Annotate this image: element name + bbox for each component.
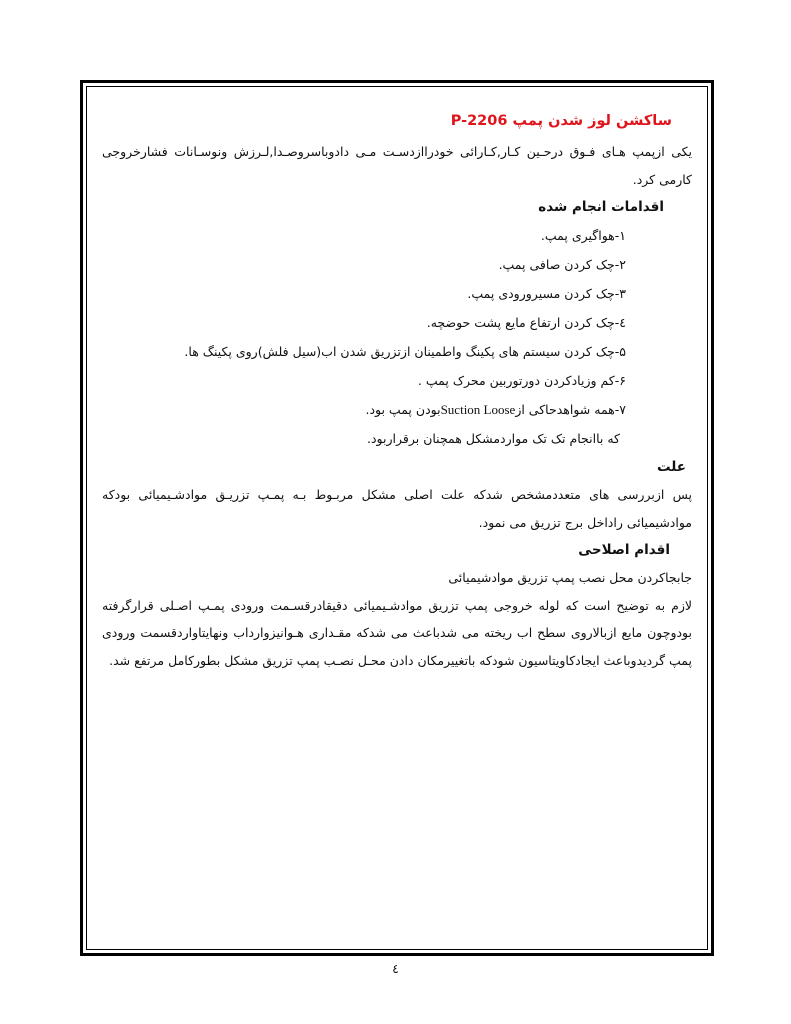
cause-paragraph: پس ازبررسی های متعددمشخص شدکه علت اصلی مشکل مربـوط بـه پمـپ تزریـق موادشـیمیائی بودکه موادشیمیائی راداخل برج تزریق می نمود. [102, 487, 692, 530]
action-item-3: ۳-چک کردن مسیرورودی پمپ. [467, 286, 626, 301]
corrective-heading: اقدام اصلاحی [578, 542, 670, 558]
corrective-paragraph: لازم به توضیح است که لوله خروجی پمپ تزریق موادشـیمیائی دقیقادرقسـمت ورودی پمـپ اصـلی قرارگرفته بودوچون مایع ازبالاروی سطح اب ریخته می شدباعث می شدکه مقـداری هـوانیزوارداب ونهایتاواردقسمت ورودی پمپ گردیدوباعث ایجادکاویتاسیون شودکه باتغییرمکان دادن محـل نصـب پمپ تزریق مشکل بطورکامل مرتفع شد. [102, 597, 692, 668]
action-item-7-suffix: بودن پمپ بود. [365, 402, 441, 417]
actions-list [102, 221, 692, 453]
actions-heading: اقدامات انجام شده [538, 199, 664, 215]
page-number: ٤ [392, 962, 399, 976]
action-item-2: ۲-چک کردن صافی پمپ. [498, 257, 626, 272]
corrective-line: جابجاکردن محل نصب پمپ تزریق موادشیمیائی [448, 570, 692, 585]
action-item-4: ٤-چک کردن ارتفاع مایع پشت حوضچه. [426, 315, 626, 330]
cause-heading: علت [656, 459, 686, 475]
action-item-7-latin-term: Suction Loose [440, 402, 516, 417]
action-conclusion: که باانجام تک تک مواردمشکل همچنان برقراربود. [366, 431, 620, 446]
action-item-5: ۵-چک کردن سیستم های پکینگ واطمینان ازتزریق شدن اب(سیل فلش)روی پکینگ ها. [184, 344, 626, 359]
intro-paragraph: یکی ازپمپ هـای فـوق درحـین کـار,کـارائی خودراازدسـت مـی دادوباسروصـدا,لـرزش ونوسـانات فشارخروجی کارمی کرد. [102, 144, 692, 187]
document-title: ساکشن لوز شدن پمپ P-2206 [450, 113, 672, 129]
document-body [102, 108, 692, 674]
action-item-1: ۱-هواگیری پمپ. [540, 228, 626, 243]
action-item-6: ۶-کم وزیادکردن دورتوربین محرک پمپ . [417, 373, 626, 388]
action-item-7 [102, 395, 626, 424]
action-item-7-prefix: ۷-همه شواهدحاکی از [515, 402, 626, 417]
